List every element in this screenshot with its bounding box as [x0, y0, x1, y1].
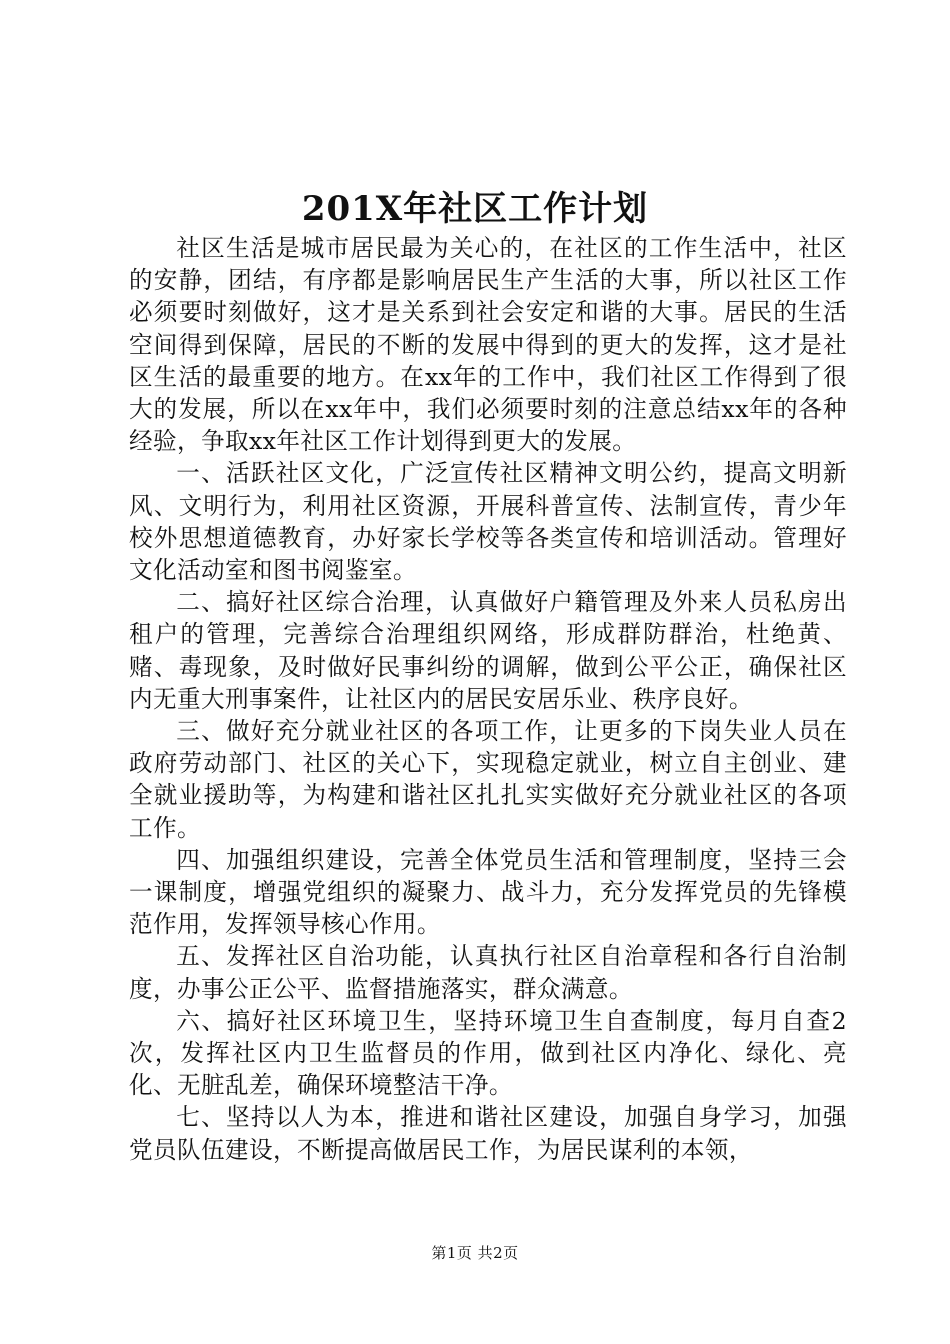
paragraph-item-1: 一、活跃社区文化，广泛宣传社区精神文明公约，提高文明新风、文明行为，利用社区资源，开展科普宣传、法制宣传，青少年校外思想道德教育，办好家长学校等各类宣传和培训活动。管理好文化活动室和图书阅鉴室。	[129, 459, 847, 585]
paragraph-item-7: 七、坚持以人为本，推进和谐社区建设，加强自身学习，加强党员队伍建设，不断提高做居民工作，为居民谋利的本领，	[129, 1103, 847, 1164]
paragraph-item-6: 六、搞好社区环境卫生，坚持环境卫生自查制度，每月自查2次，发挥社区内卫生监督员的作用，做到社区内净化、绿化、亮化、无脏乱差，确保环境整洁干净。	[129, 1006, 847, 1100]
paragraph-intro: 社区生活是城市居民最为关心的，在社区的工作生活中，社区的安静，团结，有序都是影响居民生产生活的大事，所以社区工作必须要时刻做好，这才是关系到社会安定和谐的大事。居民的生活空间得到保障，居民的不断的发展中得到的更大的发挥，这才是社区生活的最重要的地方。在xx年的工作中，我们社区工作得到了很大的发展，所以在xx年中，我们必须要时刻的注意总结xx年的各种经验，争取xx年社区工作计划得到更大的发展。	[129, 234, 847, 456]
paragraph-item-3: 三、做好充分就业社区的各项工作，让更多的下岗失业人员在政府劳动部门、社区的关心下，实现稳定就业，树立自主创业、建全就业援助等，为构建和谐社区扎扎实实做好充分就业社区的各项工作。	[129, 717, 847, 842]
page-number-footer: 第1页 共2页	[431, 1244, 519, 1262]
paragraph-item-5: 五、发挥社区自治功能，认真执行社区自治章程和各行自治制度，办事公正公平、监督措施落实，群众满意。	[129, 942, 847, 1003]
document-body	[129, 232, 847, 1166]
document-title: 201X年社区工作计划	[301, 189, 649, 229]
paragraph-item-4: 四、加强组织建设，完善全体党员生活和管理制度，坚持三会一课制度，增强党组织的凝聚力、战斗力，充分发挥党员的先锋模范作用，发挥领导核心作用。	[129, 845, 847, 939]
paragraph-item-2: 二、搞好社区综合治理，认真做好户籍管理及外来人员私房出租户的管理，完善综合治理组织网络，形成群防群治，杜绝黄、赌、毒现象，及时做好民事纠纷的调解，做到公平公正，确保社区内无重大刑事案件，让社区内的居民安居乐业、秩序良好。	[129, 588, 847, 713]
